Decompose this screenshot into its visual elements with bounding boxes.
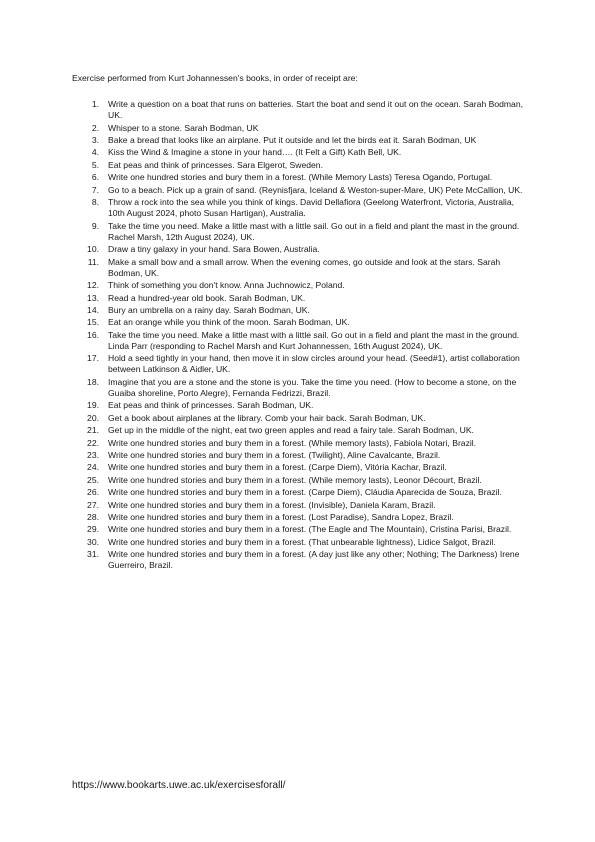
exercise-item <box>72 123 524 134</box>
exercise-item <box>72 450 524 461</box>
exercise-text: Draw a tiny galaxy in your hand. Sara Bowen, Australia. <box>108 244 320 255</box>
exercise-item <box>72 462 524 473</box>
exercise-item <box>72 524 524 535</box>
exercise-number: 2. <box>91 122 99 133</box>
exercise-number: 26. <box>87 487 99 498</box>
exercise-text: Write one hundred stories and bury them in a forest. (Lost Paradise), Sandra Lopez, Brazil. <box>108 511 454 522</box>
exercise-text: Take the time you need. Make a little mast with a little sail. Go out in a field and plant the mast in the ground. Rachel Marsh, 12th August 2024), UK. <box>108 220 520 242</box>
exercise-item <box>72 377 524 399</box>
exercise-number: 13. <box>87 292 99 303</box>
exercise-item <box>72 438 524 449</box>
exercise-item <box>72 549 524 571</box>
exercise-text: Read a hundred-year old book. Sarah Bodman, UK. <box>108 292 306 303</box>
exercise-number: 19. <box>87 400 99 411</box>
exercise-text: Whisper to a stone. Sarah Bodman, UK <box>108 122 259 133</box>
exercise-item <box>72 147 524 158</box>
exercise-item <box>72 487 524 498</box>
exercise-text: Bury an umbrella on a rainy day. Sarah Bodman, UK. <box>108 304 310 315</box>
exercise-number: 3. <box>91 134 99 145</box>
exercise-text: Get up in the middle of the night, eat two green apples and read a fairy tale. Sarah Bodman, UK. <box>108 425 474 436</box>
exercise-text: Write one hundred stories and bury them in a forest. (That unbearable lightness), Lidice Salgot, Brazil. <box>108 536 496 547</box>
exercise-text: Kiss the Wind & Imagine a stone in your hand…. (It Felt a Gift) Kath Bell, UK. <box>108 147 402 158</box>
exercise-text: Hold a seed tightly in your hand, then move it in slow circles around your head. (Seed#1), artist collaboration between Latkinson & Aidler, UK. <box>108 353 520 375</box>
exercise-number: 29. <box>87 524 99 535</box>
exercise-text: Write one hundred stories and bury them in a forest. (Carpe Diem), Vitória Kachar, Brazil. <box>108 462 447 473</box>
exercise-item <box>72 353 524 375</box>
exercise-text: Go to a beach. Pick up a grain of sand. (Reynisfjara, Iceland & Weston-super-Mare, UK) Pete McCallion, UK. <box>108 184 523 195</box>
exercise-item <box>72 475 524 486</box>
exercise-text: Think of something you don't know. Anna Juchnowicz, Poland. <box>108 280 345 291</box>
exercise-number: 28. <box>87 511 99 522</box>
exercise-number: 4. <box>91 147 99 158</box>
exercise-number: 21. <box>87 425 99 436</box>
exercise-text: Make a small bow and a small arrow. When the evening comes, go outside and look at the stars. Sarah Bodman, UK. <box>108 256 501 278</box>
exercise-item <box>72 293 524 304</box>
exercise-text: Eat an orange while you think of the moon. Sarah Bodman, UK. <box>108 317 350 328</box>
exercise-number: 8. <box>91 196 99 207</box>
exercise-item <box>72 197 524 219</box>
footer-url-link[interactable]: https://www.bookarts.uwe.ac.uk/exercisesforall/ <box>72 780 286 791</box>
exercise-number: 14. <box>87 304 99 315</box>
exercise-text: Throw a rock into the sea while you think of kings. David Dellafiora (Geelong Waterfront, Victoria, Australia, 10th August 2024, photo Susan Hartigan), Australia. <box>108 196 515 219</box>
exercise-number: 1. <box>91 99 99 109</box>
intro-text: Exercise performed from Kurt Johannessen's books, in order of receipt are: <box>72 73 358 83</box>
exercise-item <box>72 400 524 411</box>
exercise-text: Write a question on a boat that runs on batteries. Start the boat and send it out on the ocean. Sarah Bodman, UK. <box>108 99 524 121</box>
exercise-number: 30. <box>87 536 99 547</box>
exercise-text: Get a book about airplanes at the library. Comb your hair back. Sarah Bodman, UK. <box>108 412 426 423</box>
exercise-number: 17. <box>87 353 99 364</box>
exercise-text: Write one hundred stories and bury them in a forest. (While memory lasts), Fabiola Notari, Brazil. <box>108 437 477 448</box>
exercise-number: 12. <box>87 280 99 291</box>
exercise-number: 27. <box>87 499 99 510</box>
exercise-list <box>72 99 524 573</box>
exercise-number: 25. <box>87 474 99 485</box>
exercise-item <box>72 244 524 255</box>
exercise-item <box>72 185 524 196</box>
exercise-item <box>72 425 524 436</box>
exercise-item <box>72 135 524 146</box>
exercise-number: 7. <box>91 184 99 195</box>
exercise-item <box>72 537 524 548</box>
exercise-item <box>72 500 524 511</box>
exercise-text: Take the time you need. Make a little mast with a little sail. Go out in a field and plant the mast in the ground. Linda Parr (responding to Rachel Marsh and Kurt Johannessen, 16th August 2024), UK. <box>108 329 520 351</box>
exercise-item <box>72 330 524 352</box>
exercise-number: 9. <box>91 220 99 231</box>
exercise-item <box>72 99 524 121</box>
exercise-text: Eat peas and think of princesses. Sara Elgerot, Sweden. <box>108 159 323 170</box>
exercise-number: 31. <box>87 549 99 560</box>
exercise-text: Bake a bread that looks like an airplane. Put it outside and let the birds eat it. Sarah Bodman, UK <box>108 134 477 145</box>
exercise-number: 16. <box>87 329 99 340</box>
exercise-text: Write one hundred stories and bury them in a forest. (Invisible), Daniela Karam, Brazil. <box>108 499 436 510</box>
exercise-number: 23. <box>87 450 99 461</box>
exercise-text: Write one hundred stories and bury them in a forest. (While memory lasts), Leonor Décourt, Brazil. <box>108 474 482 485</box>
exercise-item <box>72 305 524 316</box>
exercise-number: 15. <box>87 317 99 328</box>
exercise-text: Imagine that you are a stone and the stone is you. Take the time you need. (How to become a stone, on the Guaiba shoreline, Porto Alegre), Fernanda Fedrizzi, Brazil. <box>108 376 517 399</box>
exercise-item <box>72 221 524 243</box>
exercise-text: Write one hundred stories and bury them in a forest. (Twilight), Aline Cavalcante, Brazil. <box>108 450 441 461</box>
exercise-text: Eat peas and think of princesses. Sarah Bodman, UK. <box>108 400 314 411</box>
exercise-item <box>72 413 524 424</box>
exercise-number: 24. <box>87 462 99 473</box>
exercise-text: Write one hundred stories and bury them in a forest. (While Memory Lasts) Teresa Ogando, Portugal. <box>108 172 493 183</box>
exercise-text: Write one hundred stories and bury them in a forest. (Carpe Diem), Cláudia Aparecida de Souza, Brazil. <box>108 487 502 498</box>
exercise-number: 5. <box>91 159 99 170</box>
exercise-item <box>72 512 524 523</box>
exercise-item <box>72 160 524 171</box>
exercise-item <box>72 317 524 328</box>
exercise-text: Write one hundred stories and bury them in a forest. (A day just like any other; Nothing; The Darkness) Irene Guerreiro, Brazil. <box>108 549 520 571</box>
exercise-number: 18. <box>87 376 99 387</box>
exercise-number: 10. <box>87 244 99 255</box>
exercise-number: 11. <box>87 256 99 267</box>
exercise-item <box>72 172 524 183</box>
exercise-number: 20. <box>87 412 99 423</box>
exercise-item <box>72 280 524 291</box>
exercise-number: 22. <box>87 437 99 448</box>
exercise-text: Write one hundred stories and bury them in a forest. (The Eagle and The Mountain), Cristina Parisi, Brazil. <box>108 524 512 535</box>
exercise-item <box>72 257 524 279</box>
exercise-number: 6. <box>91 172 99 183</box>
